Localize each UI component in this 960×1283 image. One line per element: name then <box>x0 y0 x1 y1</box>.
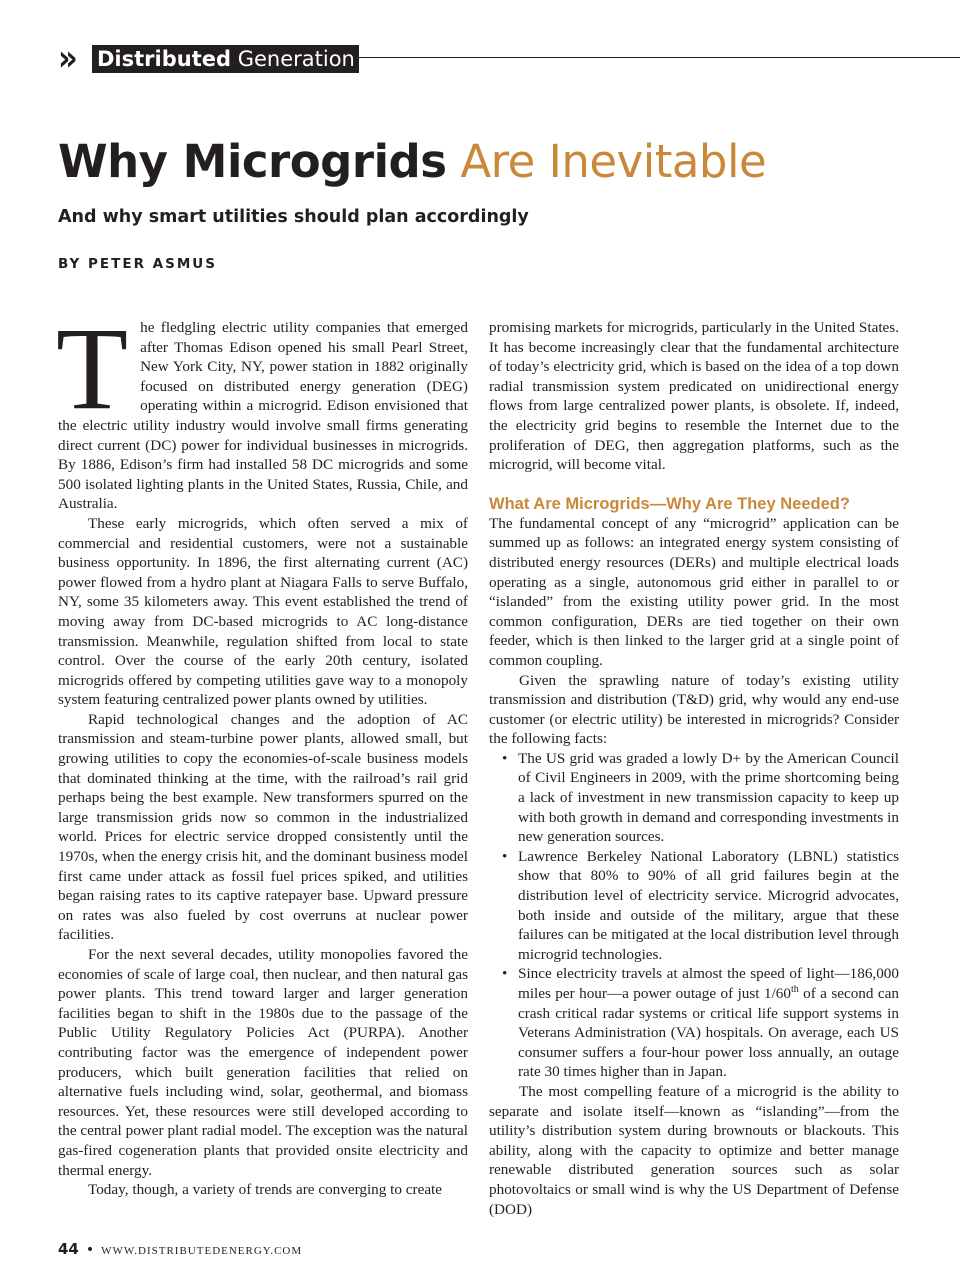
article-subtitle: And why smart utilities should plan accordingly <box>58 207 529 227</box>
byline: BY PETER ASMUS <box>58 256 217 272</box>
list-item: • Lawrence Berkeley National Laboratory (LBNL) statistics show that 80% to 90% of all grid failures begin at the distribution level of electricity service. Microgrid advocates, both inside and outside of the military, argue that these failures can be mitigated at the local distribution level through microgrid technologies. <box>502 847 899 963</box>
page-footer <box>58 1240 302 1258</box>
drop-cap: T <box>56 303 129 434</box>
body-paragraph-7: Given the sprawling nature of today’s existing utility transmission and distribution (T&D) grid, why would any end-use customer (or electric utility) be interested in microgrids? Consider the following facts: <box>489 671 899 748</box>
continued-paragraph: promising markets for microgrids, particularly in the United States. It has become increasingly clear that the fundamental architecture of today’s electricity grid, which is based on the idea of a top down radial transmission system predicated on unidirectional energy flows from large centralized power plants, is obsolete. If, indeed, the electricity grid begins to resemble the Internet due to the proliferation of DEG, then aggregation platforms, such as the microgrid, will become vital. <box>489 319 899 474</box>
body-paragraph-2: These early microgrids, which often served a mix of commercial and residential customers, were not a sustainable business opportunity. In 1896, the first alternating current (AC) power flowed from a hydro plant at Niagara Falls to serve Buffalo, NY, some 35 kilometers away. This event established the trend of moving away from DC-based microgrids to AC long-distance transmission. Meanwhile, regulation shifted from local to state control. Over the course of the early 20th century, isolated microgrids offered by competing utilities gave way to a monopoly system featuring centralized power plants owned by utilities. <box>58 514 468 709</box>
section-label-bold: Distributed <box>97 47 232 71</box>
footer-bullet-icon: • <box>85 1242 95 1258</box>
facts-list <box>489 749 899 1082</box>
bullet-icon: • <box>502 749 508 767</box>
body-paragraph-6: The fundamental concept of any “microgrid” application can be summed up as follows: an integrated energy system consisting of distributed energy resources (DERs) and multiple electrical loads operating as a single, autonomous grid either in parallel to or “islanded” from the existing utility power grid. In the most common configuration, DERs are tied together on their own feeder, which is then linked to the larger grid at a single point of common coupling. <box>489 514 899 669</box>
list-item: • The US grid was graded a lowly D+ by the American Council of Civil Engineers in 2009, with the prime shortcoming being a lack of investment in new transmission capacity to keep up with both growth in demand and corresponding investments in new generation sources. <box>502 749 899 846</box>
section-label <box>92 45 359 73</box>
double-chevron-icon: » <box>58 38 66 79</box>
section-label-light: Generation <box>237 47 355 71</box>
left-column <box>56 303 468 1200</box>
header-rule <box>358 57 960 58</box>
bullet-icon: • <box>502 847 508 865</box>
page-number: 44 <box>58 1240 79 1258</box>
list-item: • Since electricity travels at almost the speed of light—186,000 miles per hour—a power outage of just 1/60th of a second can crash critical radar systems or critical life support systems in Veterans Administration (VA) hospitals. On average, each US consumer suffers a four-hour power loss annually, an outage rate 30 times higher than in Japan. <box>502 965 899 1081</box>
body-paragraph-5: Today, though, a variety of trends are converging to create <box>88 1181 443 1199</box>
body-paragraph-1: The fledgling electric utility companies that emerged after Thomas Edison opened his small Pearl Street, New York City, NY, power station in 1882 originally focused on distributed energy generation (DEG) operating within a microgrid. Edison envisioned that the electric utility industry would involve small firms generating direct current (DC) power for individual businesses in microgrids. By 1886, Edison’s firm had installed 58 DC microgrids and some 500 isolated lighting plants in the United States, Russia, Chile, and Australia. <box>56 303 468 513</box>
bullet-icon: • <box>502 965 508 983</box>
title-accent: Are Inevitable <box>460 135 767 188</box>
body-paragraph-8: The most compelling feature of a microgrid is the ability to separate and isolate itself—known as “islanding”—from the utility’s distribution system during brownouts or blackouts. This ability, along with the capacity to optimize and better manage renewable distributed generation sources such as solar photovoltaics or small wind is why the US Department of Defense (DOD) <box>489 1082 899 1218</box>
title-dark: Why Microgrids <box>58 135 447 188</box>
section-subhead: What Are Microgrids—Why Are They Needed? <box>489 494 850 513</box>
right-column <box>489 318 899 1219</box>
section-header <box>58 38 359 79</box>
site-url[interactable]: WWW.DISTRIBUTEDENERGY.COM <box>101 1245 303 1257</box>
body-paragraph-3: Rapid technological changes and the adoption of AC transmission and steam-turbine power plants, allowed small, but growing utilities to copy the economies-of-scale business models that dominated thinking at the time, with the railroad’s rail grid perhaps being the best example. New transformers spurred on the large transmission grids now so common in the industrialized world. Prices for electric service dropped consistently until the 1970s, when the energy crisis hit, and the dominant business model first came under attack as fossil fuel prices spiked, and utilities began raising rates to its captive ratepayer base. Upward pressure on rates was also fueled by cost overruns at nuclear power facilities. <box>58 710 468 944</box>
body-paragraph-4: For the next several decades, utility monopolies favored the economies of scale of large coal, then nuclear, and then natural gas power plants. This trend toward larger and larger generation facilities began to shift in the 1980s due to the passage of the Public Utility Regulatory Policies Act (PURPA). Another contributing factor was the emergence of independent power producers, which built generation facilities that relied on alternative fuels including wind, solar, geothermal, and biomass resources. Yet, these resources were still developed according to the central power plant radial model. The exception was the natural gas-fired cogeneration plants that provided onsite electricity and thermal energy. <box>58 946 468 1179</box>
article-title <box>58 134 766 190</box>
